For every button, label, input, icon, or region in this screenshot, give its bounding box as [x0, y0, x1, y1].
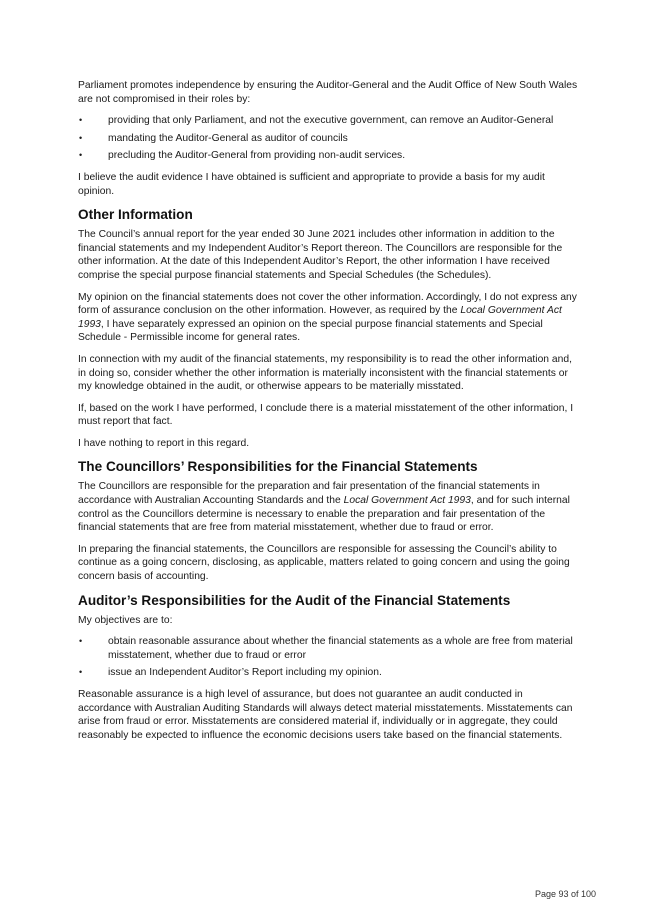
act-reference: Local Government Act 1993	[343, 495, 471, 507]
paragraph: Reasonable assurance is a high level of assurance, but does not guarantee an audit conducted in accordance with Australian Auditing Standards will always detect material misstatements. Misstatements can arise from fraud or error. Misstatements are considered material if, individually or in aggregate, they could reasonably be expected to influence the economic decisions users take based on the financial statements.	[78, 689, 573, 741]
list-item: • precluding the Auditor-General from providing non-audit services.	[79, 150, 406, 162]
objectives-list	[78, 635, 578, 680]
paragraph: In connection with my audit of the financial statements, my responsibility is to read the other information and, in doing so, consider whether the other information is materially inconsistent with the financial statements or my knowledge obtained in the audit, or otherwise appears to be materially misstated.	[78, 353, 572, 393]
paragraph: The Council’s annual report for the year ended 30 June 2021 includes other information in addition to the financial statements and my Independent Auditor’s Report thereon. The Councillors are responsible for the other information. At the date of this Independent Auditor’s Report, the other information I have received comprise the special purpose financial statements and Special Schedules (the Schedules).	[78, 229, 563, 281]
page-number: Page 93 of 100	[534, 889, 596, 899]
paragraph: If, based on the work I have performed, I conclude there is a material misstatement of the other information, I must report that fact.	[78, 402, 574, 428]
list-item: • obtain reasonable assurance about whether the financial statements as a whole are free from material misstatement, whether due to fraud or error	[79, 636, 573, 661]
list-item: • issue an Independent Auditor’s Report including my opinion.	[79, 667, 382, 679]
independence-list	[78, 114, 578, 163]
paragraph: The Councillors are responsible for the preparation and fair presentation of the financial statements in accordance with Australian Accounting Standards and the Local Government Act 1993, and for such internal control as the Councillors determine is necessary to enable the preparation and fair presentation of the financial statements that are free from material misstatement, whether due to fraud or error.	[78, 481, 570, 534]
paragraph: My objectives are to:	[78, 614, 173, 626]
bullet-icon: •	[79, 132, 83, 143]
auditor-responsibilities-heading: Auditor’s Responsibilities for the Audit of the Financial Statements	[78, 592, 511, 608]
bullet-icon: •	[79, 115, 83, 126]
bullet-icon: •	[79, 150, 83, 161]
intro-paragraph: Parliament promotes independence by ensuring the Auditor-General and the Audit Office of New South Wales are not compromised in their roles by:	[78, 80, 578, 105]
list-item: • mandating the Auditor-General as auditor of councils	[79, 132, 348, 144]
paragraph: My opinion on the financial statements does not cover the other information. Accordingly, I do not express any form of assurance conclusion on the other information. However, as required by the Local Government Act 1993, I have separately expressed an opinion on the special purpose financial statements and Special Schedule - Permissible income for general rates.	[78, 291, 577, 344]
paragraph: In preparing the financial statements, the Councillors are responsible for assessing the Council’s ability to continue as a going concern, disclosing, as applicable, matters related to going concern and using the going concern basis of accounting.	[78, 543, 570, 583]
document-page	[78, 79, 578, 750]
other-information-heading: Other Information	[78, 207, 193, 223]
bullet-icon: •	[79, 667, 83, 678]
bullet-icon: •	[79, 636, 83, 647]
act-reference: Local Government Act 1993	[78, 305, 562, 330]
paragraph: I have nothing to report in this regard.	[78, 437, 250, 449]
list-item: • providing that only Parliament, and not the executive government, can remove an Auditor-General	[79, 115, 554, 127]
evidence-paragraph: I believe the audit evidence I have obtained is sufficient and appropriate to provide a basis for my audit opinion.	[78, 171, 545, 197]
councillors-responsibilities-heading: The Councillors’ Responsibilities for the Financial Statements	[78, 459, 478, 475]
